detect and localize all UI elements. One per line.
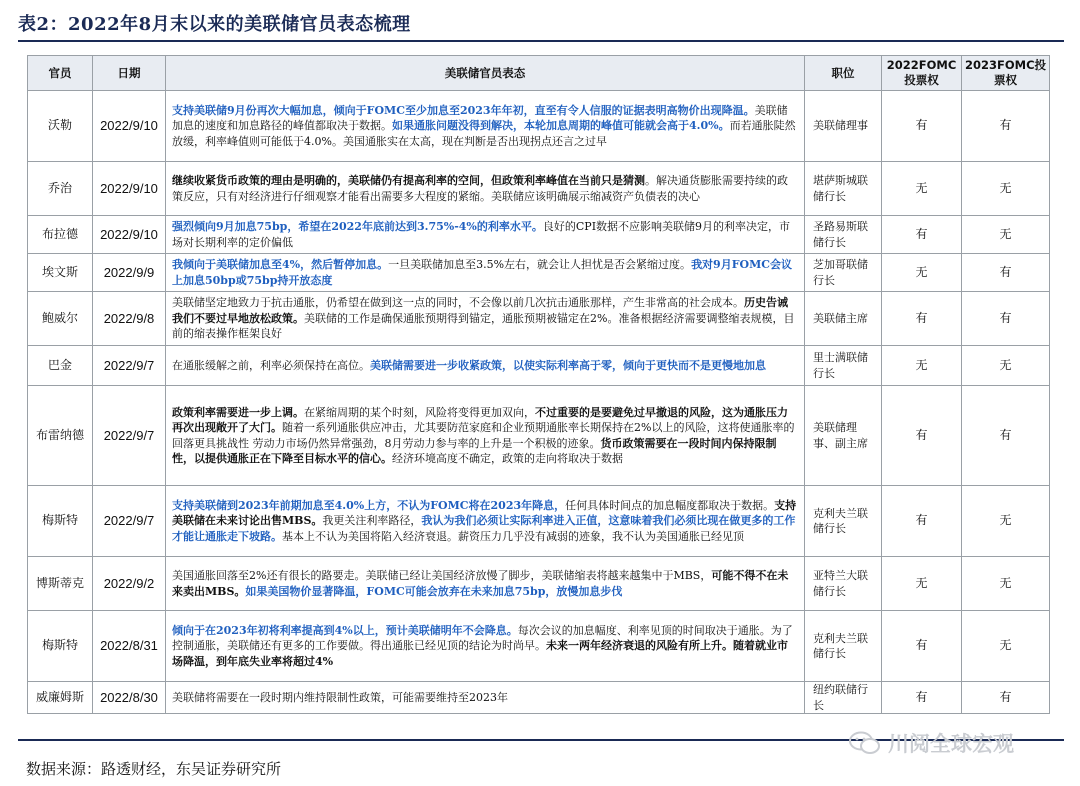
official-name: 巴金 [28, 346, 93, 386]
vote-2023: 无 [962, 486, 1050, 557]
plain-text: 基本上不认为美国将陷入经济衰退。薪资压力几乎没有减弱的迹象，我不认为美国通胀已经见顶 [282, 529, 744, 543]
statement-date: 2022/8/31 [93, 611, 166, 682]
plain-text: 随着一系列通胀供应冲击，尤其要防范家庭和企业预期通胀率长期保持在2%以上的风险，这将使通胀率的回落更具挑战性 劳动力市场仍然异常强劲，8月劳动力参与率的上升是一个积极的迹象。 [172, 421, 795, 450]
highlight-text: 我倾向于美联储加息至4%，然后暂停加息。 [172, 258, 389, 271]
plain-text: 任何具体时间点的加息幅度都取决于数据。 [565, 498, 775, 512]
plain-text: 美联储加息的速度和加息路径的峰值都取决于数据。 [172, 103, 788, 133]
official-position: 克利夫兰联储行长 [805, 486, 882, 557]
official-name: 梅斯特 [28, 486, 93, 557]
official-name: 鲍威尔 [28, 292, 93, 346]
official-position: 克利夫兰联储行长 [805, 611, 882, 682]
vote-2022: 有 [882, 386, 962, 486]
vote-2022: 有 [882, 682, 962, 714]
highlight-text: 支持美联储9月份再次大幅加息，倾向于FOMC至少加息至2023年年初，直至有令人信服的证据表明高物价出现降温。 [172, 103, 755, 117]
official-name: 博斯蒂克 [28, 557, 93, 611]
official-name: 乔治 [28, 162, 93, 216]
vote-2023: 有 [962, 386, 1050, 486]
table-row [28, 292, 1050, 346]
watermark [848, 728, 1014, 758]
plain-text: 每次会议的加息幅度、利率见顶的时间取决于通胀。为了控制通胀，美联储还有更多的工作要做。得出通胀已经见顶的结论为时尚早。 [172, 623, 793, 653]
table-header-row [28, 56, 1050, 91]
highlight-text: 支持美联储到2023年前期加息至4.0%上方，不认为FOMC将在2023年降息， [172, 498, 566, 512]
statement-date: 2022/9/8 [93, 292, 166, 346]
vote-2023: 有 [962, 292, 1050, 346]
vote-2023: 无 [962, 216, 1050, 254]
statement-date: 2022/9/2 [93, 557, 166, 611]
plain-text: 而若通胀陡然放缓，利率峰值则可能低于4.0%。美国通胀实在太高，现在判断是否出现拐点还言之过早 [172, 119, 796, 148]
plain-text: 美国通胀回落至2%还有很长的路要走。美联储已经让美国经济放慢了脚步，美联储缩表将越来越集中于MBS， [172, 569, 712, 582]
official-position: 亚特兰大联储行长 [805, 557, 882, 611]
plain-text: 美联储坚定地致力于抗击通胀，仍希望在做到这一点的同时，不会像以前几次抗击通胀那样，产生非常高的社会成本。 [172, 296, 744, 310]
header-statement: 美联储官员表态 [166, 56, 805, 91]
statement-date: 2022/8/30 [93, 682, 166, 714]
watermark-text: 川阅全球宏观 [888, 732, 1014, 756]
table-row [28, 611, 1050, 682]
vote-2023: 无 [962, 162, 1050, 216]
vote-2023: 无 [962, 557, 1050, 611]
statement-date: 2022/9/10 [93, 216, 166, 254]
statement-date: 2022/9/7 [93, 386, 166, 486]
plain-text: 在紧缩周期的某个时刻，风险将变得更加双向， [304, 405, 535, 419]
vote-2022: 有 [882, 611, 962, 682]
table-row [28, 346, 1050, 386]
table-row [28, 254, 1050, 292]
vote-2023: 无 [962, 346, 1050, 386]
bold-text: 支持美联储在未来讨论出售MBS。 [172, 498, 797, 528]
table-row [28, 486, 1050, 557]
table-body [28, 91, 1050, 714]
statement-text [166, 682, 805, 714]
bold-text: 继续收紧货币政策的理由是明确的，美联储仍有提高利率的空间，但政策利率峰值在当前只是猜测 [172, 174, 645, 187]
plain-text: 美联储的工作是确保通胀预期得到锚定，通胀预期被锚定在2%。准备根据经济需要调整缩表规模，目前的缩表操作框架良好 [172, 311, 795, 341]
title-rule [18, 40, 1064, 42]
header-vote-2023: 2023FOMC投票权 [962, 56, 1050, 91]
official-position: 圣路易斯联储行长 [805, 216, 882, 254]
official-name: 埃文斯 [28, 254, 93, 292]
statement-text [166, 557, 805, 611]
official-name: 沃勒 [28, 91, 93, 162]
official-name: 布雷纳德 [28, 386, 93, 486]
statement-date: 2022/9/7 [93, 486, 166, 557]
vote-2022: 无 [882, 254, 962, 292]
officials-table [27, 55, 1050, 714]
header-official: 官员 [28, 56, 93, 91]
officials-table-wrapper [27, 55, 1049, 714]
vote-2023: 无 [962, 611, 1050, 682]
plain-text: 美联储将需要在一段时期内维持限制性政策，可能需要维持至2023年 [172, 690, 508, 704]
statement-text [166, 346, 805, 386]
plain-text: 。解决通货膨胀需要持续的政策反应，只有对经济进行仔细观察才能看出需要多大程度的紧缩。美联储应该明确展示缩减资产负债表的决心 [172, 174, 788, 203]
official-name: 威廉姆斯 [28, 682, 93, 714]
bold-text: 不过重要的是要避免过早撤退的风险，这为通胀压力再次出现敞开了大门。 [172, 405, 788, 434]
highlight-text: 倾向于在2023年初将利率提高到4%以上，预计美联储明年不会降息。 [172, 623, 518, 637]
statement-date: 2022/9/9 [93, 254, 166, 292]
table-row [28, 682, 1050, 714]
statement-text [166, 292, 805, 346]
highlight-text: 如果美国物价显著降温，FOMC可能会放弃在未来加息75bp，放慢加息步伐 [245, 584, 623, 598]
highlight-text: 美联储需要进一步收紧政策，以使实际利率高于零，倾向于更快而不是更慢地加息 [370, 358, 766, 372]
vote-2022: 有 [882, 216, 962, 254]
plain-text: 我更关注利率路径， [322, 514, 422, 528]
statement-text [166, 486, 805, 557]
vote-2022: 有 [882, 486, 962, 557]
official-position: 美联储主席 [805, 292, 882, 346]
table-row [28, 216, 1050, 254]
vote-2022: 有 [882, 91, 962, 162]
official-position: 堪萨斯城联储行长 [805, 162, 882, 216]
table-row [28, 162, 1050, 216]
plain-text: 一旦美联储加息至3.5%左右，就会让人担忧是否会紧缩过度。 [388, 258, 692, 271]
official-name: 布拉德 [28, 216, 93, 254]
bold-text: 可能不得不在未来卖出MBS。 [172, 569, 789, 598]
statement-text [166, 216, 805, 254]
header-date: 日期 [93, 56, 166, 91]
plain-text: 经济环境高度不确定，政策的走向将取决于数据 [392, 452, 623, 465]
vote-2022: 有 [882, 292, 962, 346]
bold-text: 历史告诫我们不要过早地放松政策。 [172, 296, 788, 325]
bold-text: 未来一两年经济衰退的风险有所上升。随着就业市场降温，到年底失业率将超过4% [172, 639, 788, 668]
official-position: 美联储理事 [805, 91, 882, 162]
table-title: 表2：2022年8月末以来的美联储官员表态梳理 [18, 14, 411, 35]
plain-text: 良好的CPI数据不应影响美联储9月的利率决定，市场对长期利率的定价偏低 [172, 220, 791, 249]
statement-date: 2022/9/7 [93, 346, 166, 386]
highlight-text: 我认为我们必须让实际利率进入正值，这意味着我们必须比现在做更多的工作才能让通胀走下坡路。 [172, 514, 796, 543]
wechat-icon [848, 731, 882, 755]
official-name: 梅斯特 [28, 611, 93, 682]
vote-2023: 有 [962, 91, 1050, 162]
vote-2023: 有 [962, 254, 1050, 292]
vote-2022: 无 [882, 346, 962, 386]
header-position: 职位 [805, 56, 882, 91]
bold-text: 政策利率需要进一步上调。 [172, 405, 304, 419]
highlight-text: 如果通胀问题没得到解决，本轮加息周期的峰值可能就会高于4.0%。 [392, 119, 730, 133]
header-vote-2022: 2022FOMC投票权 [882, 56, 962, 91]
statement-text [166, 162, 805, 216]
bold-text: 货币政策需要在一段时间内保持限制性，以提供通胀正在下降至目标水平的信心。 [172, 436, 777, 465]
official-position: 芝加哥联储行长 [805, 254, 882, 292]
table-row [28, 557, 1050, 611]
official-position: 美联储理事、副主席 [805, 386, 882, 486]
plain-text: 在通胀缓解之前，利率必须保持在高位。 [172, 358, 370, 372]
table-row [28, 386, 1050, 486]
highlight-text: 强烈倾向9月加息75bp，希望在2022年底前达到3.75%-4%的利率水平。 [172, 220, 543, 233]
source-note: 数据来源：路透财经，东吴证券研究所 [26, 760, 282, 778]
vote-2022: 无 [882, 557, 962, 611]
official-position: 纽约联储行长 [805, 682, 882, 714]
statement-date: 2022/9/10 [93, 91, 166, 162]
highlight-text: 我对9月FOMC会议上加息50bp或75bp持开放态度 [172, 258, 793, 287]
statement-text [166, 91, 805, 162]
statement-text [166, 254, 805, 292]
statement-date: 2022/9/10 [93, 162, 166, 216]
vote-2023: 有 [962, 682, 1050, 714]
table-row [28, 91, 1050, 162]
statement-text [166, 611, 805, 682]
statement-text [166, 386, 805, 486]
official-position: 里士满联储行长 [805, 346, 882, 386]
vote-2022: 无 [882, 162, 962, 216]
